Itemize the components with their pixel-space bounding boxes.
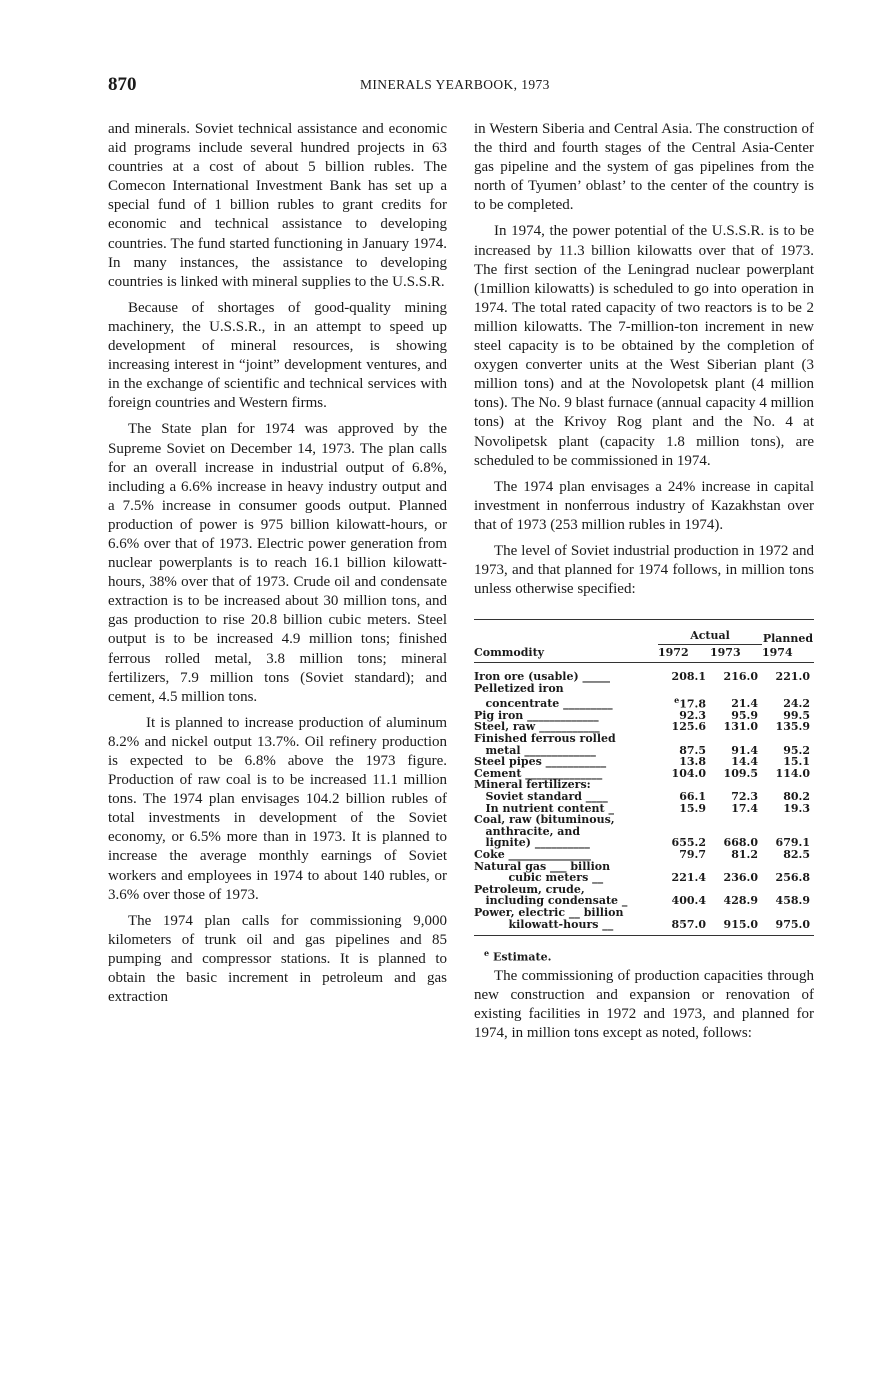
value-cell-1974: 458.9 bbox=[775, 894, 810, 908]
value-cell-1972: 208.1 bbox=[671, 670, 706, 684]
value-cell-1973: 109.5 bbox=[723, 766, 758, 780]
value-cell-1974: 114.0 bbox=[775, 766, 810, 780]
value-cell-1973 bbox=[710, 683, 762, 695]
paragraph: The 1974 plan calls for commissioning 9,000 kilometers of trunk oil and gas pipelines and 85 pumping and compressor stations. It is planned to obtain the basic increment in petroleum and gas extraction bbox=[108, 912, 447, 1006]
value-cell-1973: 216.0 bbox=[723, 670, 758, 684]
value-cell-1972: 221.4 bbox=[671, 871, 706, 885]
value-text: 17.8 bbox=[679, 697, 706, 711]
commodity-cell: Finished ferrous rolled bbox=[474, 732, 616, 746]
table-footnote bbox=[484, 944, 814, 967]
value-cell-1973: 72.3 bbox=[731, 790, 758, 804]
year-1972-header: 1972 bbox=[658, 644, 710, 663]
value-cell-1973: 21.4 bbox=[731, 697, 758, 711]
value-cell-1973: 915.0 bbox=[723, 917, 758, 931]
footnote-mark: e bbox=[484, 948, 490, 959]
value-cell-1974: 221.0 bbox=[775, 670, 810, 684]
commodity-cell: Mineral fertilizers: bbox=[474, 778, 591, 792]
table-row bbox=[474, 791, 814, 803]
commodity-cell: kilowatt-hours __ bbox=[474, 917, 614, 931]
commodity-cell: including condensate _ bbox=[474, 894, 628, 908]
table-row bbox=[474, 683, 814, 695]
value-cell-1974: 82.5 bbox=[783, 848, 810, 861]
value-cell-1972: 125.6 bbox=[671, 720, 706, 734]
value-cell-1972: 400.4 bbox=[671, 894, 706, 908]
commodity-cell: Pelletized iron bbox=[474, 682, 564, 696]
right-column bbox=[474, 120, 814, 1050]
value-cell-1973 bbox=[710, 733, 762, 745]
production-table-wrapper bbox=[474, 619, 814, 967]
value-cell-1974: 99.5 bbox=[783, 708, 810, 722]
commodity-cell: metal _____________ bbox=[474, 743, 596, 757]
footnote-text: Estimate. bbox=[492, 950, 552, 964]
table-row bbox=[474, 907, 814, 919]
commodity-cell: Iron ore (usable) _____ bbox=[474, 670, 610, 684]
commodity-cell: Pig iron _____________ bbox=[474, 708, 599, 722]
value-cell-1972: 92.3 bbox=[679, 708, 706, 722]
value-cell-1972: 87.5 bbox=[679, 743, 706, 757]
value-cell-1974: 975.0 bbox=[775, 917, 810, 931]
value-cell-1972: 13.8 bbox=[679, 755, 706, 769]
value-cell-1972: 655.2 bbox=[671, 836, 706, 850]
value-cell-1974: 135.9 bbox=[775, 720, 810, 734]
year-1974-header: 1974 bbox=[762, 644, 814, 663]
value-cell-1974: 15.1 bbox=[783, 755, 810, 769]
value-cell-1973: 14.4 bbox=[731, 755, 758, 769]
production-table bbox=[474, 619, 814, 936]
paragraph: Because of shortages of good-quality mining machinery, the U.S.S.R., in an attempt to speed up development of mineral resources, is showing increasing interest in “joint” development ventures, and in the exchange of scientific and technical services with foreign countries and Western firms. bbox=[108, 299, 447, 412]
paragraph: The level of Soviet industrial production in 1972 and 1973, and that planned for 1974 follows, in million tons unless otherwise specified: bbox=[474, 542, 814, 598]
planned-header: Planned bbox=[762, 631, 814, 645]
value-cell-1972 bbox=[658, 695, 710, 710]
value-cell-1972 bbox=[658, 733, 710, 745]
commodity-cell: Soviet standard ____ bbox=[474, 790, 608, 804]
commodity-header: Commodity bbox=[474, 644, 658, 663]
year-1973-header: 1973 bbox=[710, 644, 762, 663]
value-cell-1973: 17.4 bbox=[731, 801, 758, 815]
value-cell-1973: 131.0 bbox=[723, 720, 758, 734]
commodity-cell: Petroleum, crude, bbox=[474, 882, 585, 896]
value-cell-1974: 19.3 bbox=[783, 801, 810, 815]
value-cell-1973: 81.2 bbox=[731, 848, 758, 861]
commodity-cell: lignite) __________ bbox=[474, 836, 590, 850]
table-row bbox=[474, 733, 814, 745]
paragraph: and minerals. Soviet technical assistance and economic aid programs include several hundred projects in 63 countries at a cost of about 5 billion rubles. The Comecon International Investment Bank has set up a special fund of 1 billion rubles to grant credits for economic and technical assistance to developing countries. The fund started functioning in January 1974. In many instances, the assistance to developing countries is linked with mineral supplies to the U.S.S.R. bbox=[108, 121, 447, 290]
value-cell-1974: 679.1 bbox=[775, 836, 810, 850]
value-cell-1972 bbox=[658, 814, 710, 826]
commodity-cell: Cement ______________ bbox=[474, 766, 603, 780]
commodity-cell: Coal, raw (bituminous, bbox=[474, 813, 615, 827]
value-cell-1973: 236.0 bbox=[723, 871, 758, 885]
commodity-cell: Steel, raw ___________ bbox=[474, 720, 600, 734]
value-cell-1972: 66.1 bbox=[679, 790, 706, 804]
commodity-cell: In nutrient content _ bbox=[474, 801, 614, 815]
commodity-cell: cubic meters __ bbox=[474, 871, 604, 885]
value-cell-1972 bbox=[658, 907, 710, 919]
paragraph: In 1974, the power potential of the U.S.S.R. is to be increased by 11.3 billion kilowatts over that of 1973. The first section of the Leningrad nuclear powerplant (1million kilowatts) is scheduled to go into operation in 1974. The total rated capacity of two reactors is to be 2 million kilowatts. The 7-million-ton increment in new steel capacity is to be obtained by the completion of oxygen converter units at the West Siberian plant (3 million tons) and at the Novolopetsk plant (4 million tons). The No. 9 blast furnace (annual capacity 4 million tons) at the Krivoy Rog plant and the No. 4 at Novolipetsk plant (capacity 1.8 million tons), are scheduled to be commissioned in 1974. bbox=[474, 223, 814, 469]
value-cell-1974: 80.2 bbox=[783, 790, 810, 804]
value-cell-1973: 91.4 bbox=[731, 743, 758, 757]
value-cell-1973 bbox=[710, 907, 762, 919]
table-row bbox=[474, 919, 814, 931]
commodity-cell: concentrate _________ bbox=[474, 697, 613, 711]
value-cell-1972: 79.7 bbox=[679, 848, 706, 861]
value-cell-1974 bbox=[762, 814, 814, 826]
value-cell-1973: 428.9 bbox=[723, 894, 758, 908]
value-cell-1973 bbox=[710, 814, 762, 826]
running-head: MINERALS YEARBOOK, 1973 bbox=[360, 77, 550, 92]
commodity-cell: anthracite, and bbox=[474, 824, 581, 838]
value-cell-1973: 95.9 bbox=[731, 708, 758, 722]
page-number: 870 bbox=[108, 74, 137, 95]
paragraph: in Western Siberia and Central Asia. The construction of the third and fourth stages of the Central Asia-Center gas pipeline and the system of gas pipelines from the north of Tyumen’ oblast’ to the center of the country is to be completed. bbox=[474, 121, 814, 214]
paragraph: The 1974 plan envisages a 24% increase in capital investment in nonferrous industry of Kazakhstan over that of 1973 (253 million rubles in 1974). bbox=[474, 478, 814, 533]
table-row bbox=[474, 849, 814, 861]
left-column bbox=[108, 120, 447, 1014]
commodity-cell: Steel pipes ___________ bbox=[474, 755, 607, 769]
paragraph: The commissioning of production capacities through new construction and expansion or renovation of existing facilities in 1972 and 1973, and planned for 1974, in million tons except as noted, follows: bbox=[474, 967, 814, 1042]
value-cell-1972: 857.0 bbox=[671, 917, 706, 931]
commodity-cell: Natural gas ___ billion bbox=[474, 859, 611, 873]
value-cell-1974: 95.2 bbox=[783, 743, 810, 757]
value-cell-1972: 15.9 bbox=[679, 801, 706, 815]
value-cell-1974 bbox=[762, 733, 814, 745]
paragraph: The State plan for 1974 was approved by the Supreme Soviet on December 14, 1973. The plan calls for an overall increase in industrial output of 6.8%, including a 6.6% increase in heavy industry output and a 7.5% increase in consumer goods output. Planned production of power is 975 billion kilowatt-hours, or 6.6% over that of 1973. Electric power generation from nuclear powerplants is to reach 16.1 billion kilowatt-hours, 38% over that of 1973. Crude oil and condensate extraction is to be increased about 30 million tons, and gas production to rise 20.8 billion cubic meters. Steel output is to be increased 4.9 million tons; finished ferrous rolled metal, 3.8 million tons; mineral fertilizers, 7.9 million tons (Soviet standard); and cement, 4.5 million tons. bbox=[108, 421, 447, 705]
actual-header: Actual bbox=[658, 626, 762, 644]
table-row bbox=[474, 695, 814, 710]
value-cell-1972: 104.0 bbox=[671, 766, 706, 780]
commodity-cell: Coke _______________ bbox=[474, 848, 592, 861]
value-cell-1972 bbox=[658, 683, 710, 695]
value-cell-1974: 24.2 bbox=[783, 697, 810, 711]
value-cell-1974 bbox=[762, 683, 814, 695]
value-cell-1973: 668.0 bbox=[723, 836, 758, 850]
commodity-cell: Power, electric __ billion bbox=[474, 905, 624, 919]
value-cell-1974 bbox=[762, 907, 814, 919]
estimate-mark: e bbox=[674, 694, 680, 705]
value-cell-1974: 256.8 bbox=[775, 871, 810, 885]
paragraph: It is planned to increase production of aluminum 8.2% and nickel output 13.7%. Oil refinery production is expected to be 6.8% above the 1973 figure. Production of raw coal is to be increased 11.1 million tons. The 1974 plan envisages 104.2 billion rubles of total investments in development of the Soviet economy, or 6.5% more than in 1973. It is planned to increase the average monthly earnings of Soviet workers and employees in 1974 to about 140 rubles, or 3.6% over those of 1973. bbox=[108, 714, 447, 903]
